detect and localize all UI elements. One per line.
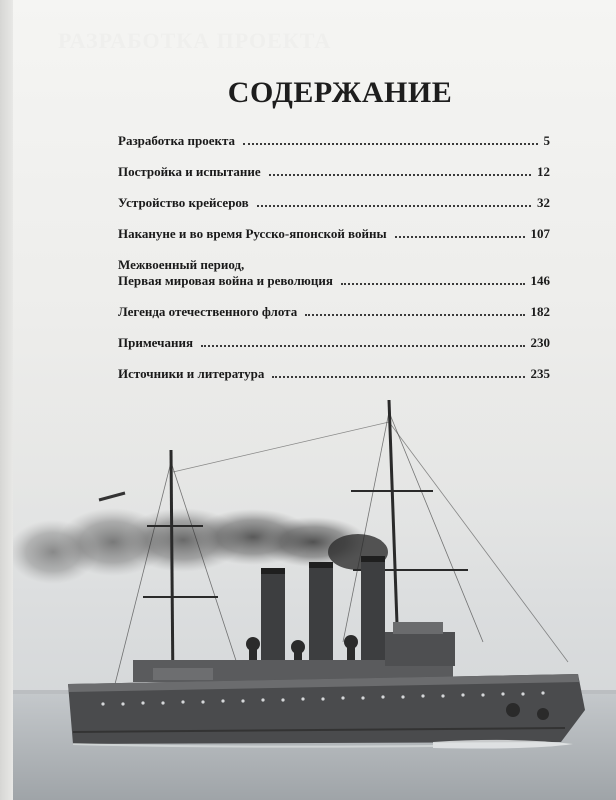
toc-entry-title: Межвоенный период, Первая мировая война и революция xyxy=(118,257,333,288)
toc-page-number: 146 xyxy=(530,273,550,288)
toc-entry-title: Примечания xyxy=(118,335,193,350)
toc-entry-title: Легенда отечественного флота xyxy=(118,304,298,319)
toc-entry-title: Накануне и во время Русско-японской войны xyxy=(118,226,387,241)
toc-entry[interactable] xyxy=(118,366,550,382)
page-gutter xyxy=(0,0,13,800)
dot-leader xyxy=(243,143,537,145)
toc-page-number: 107 xyxy=(530,226,550,241)
cruiser-photo xyxy=(13,392,616,800)
toc-entry[interactable] xyxy=(118,335,550,351)
toc-page-number: 12 xyxy=(537,164,550,179)
toc-page-number: 5 xyxy=(543,133,550,148)
dot-leader xyxy=(395,236,525,238)
toc-entry-title: Постройка и испытание xyxy=(118,164,261,179)
toc-entry-title: Источники и литература xyxy=(118,366,265,381)
page-title: СОДЕРЖАНИЕ xyxy=(227,76,453,109)
toc-entry[interactable] xyxy=(118,304,550,320)
toc-entry-title: Разработка проекта xyxy=(118,133,236,148)
toc-entry[interactable] xyxy=(118,226,550,242)
dot-leader xyxy=(257,205,531,207)
funnels xyxy=(261,556,385,664)
toc-page-number: 235 xyxy=(530,366,550,381)
toc-entry[interactable] xyxy=(118,133,550,149)
toc-page-number: 230 xyxy=(530,335,550,350)
dot-leader xyxy=(341,283,525,285)
toc-entry[interactable] xyxy=(118,257,550,289)
dot-leader xyxy=(269,174,531,176)
dot-leader xyxy=(272,376,524,378)
dot-leader xyxy=(305,314,524,316)
toc-entry-title: Устройство крейсеров xyxy=(118,195,249,210)
toc-entry[interactable] xyxy=(118,195,550,211)
bleed-through-heading: РАЗРАБОТКА ПРОЕКТА xyxy=(58,28,332,53)
table-of-contents xyxy=(118,133,550,397)
toc-page-number: 182 xyxy=(530,304,550,319)
toc-page-number: 32 xyxy=(537,195,550,210)
dot-leader xyxy=(201,345,525,347)
toc-entry[interactable] xyxy=(118,164,550,180)
